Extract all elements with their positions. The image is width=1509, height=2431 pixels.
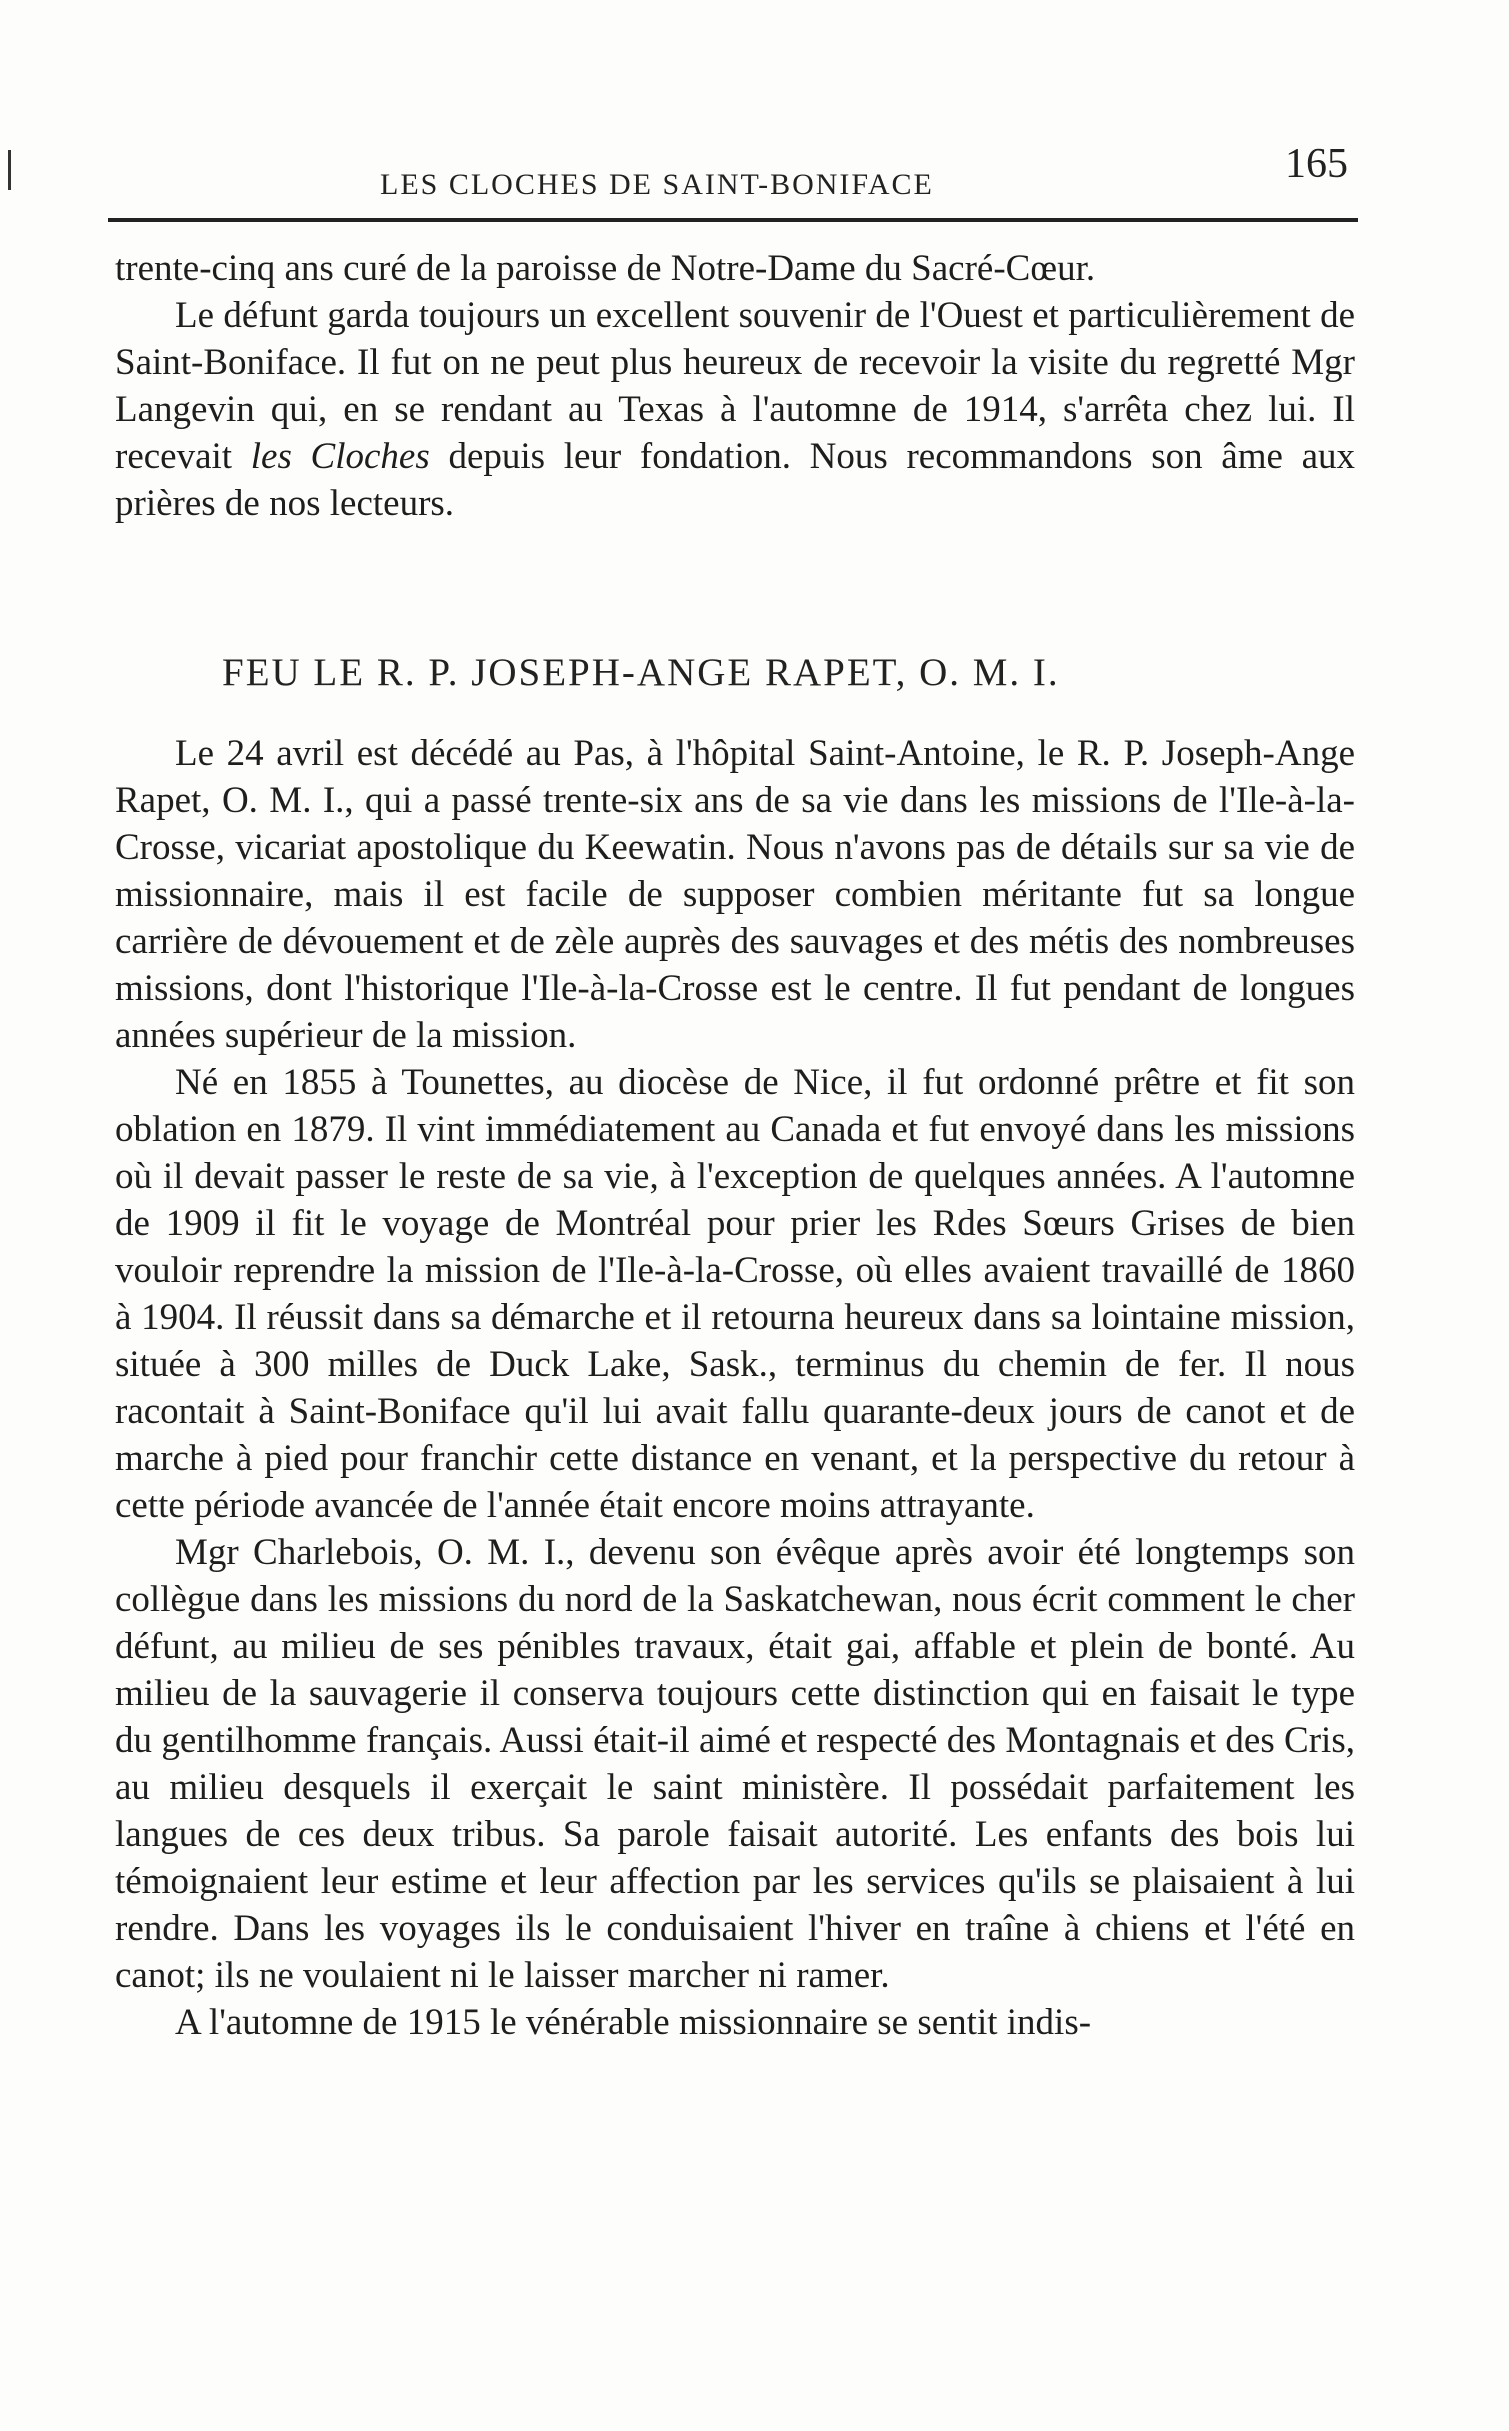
intro-paragraph [115,292,1355,527]
running-title: LES CLOCHES DE SAINT-BONIFACE [380,168,934,201]
header-rule [108,218,1358,222]
journal-title: les Cloches [250,436,430,477]
article-body [115,730,1355,2046]
article-title: FEU LE R. P. JOSEPH-ANGE RAPET, O. M. I. [222,651,1060,694]
intro-text-before: Le défunt garda toujours un excellent souvenir de l'Ouest et particulièrement de Saint-Boniface. Il fut on ne peut plus heureux de recevoir la visite du regretté Mgr Langevin qui, en se rendant au Texas à l'automne de 1914, s'arrêta chez lui. Il recevait [115,295,1355,477]
article-paragraph-2: Né en 1855 à Tounettes, au diocèse de Nice, il fut ordonné prêtre et fit son oblation en 1879. Il vint immédiatement au Canada et fut envoyé dans les missions où il devait passer le reste de sa vie, à l'exception de quelques années. A l'automne de 1909 il fit le voyage de Montréal pour prier les Rdes Sœurs Grises de bien vouloir reprendre la mission de l'Ile-à-la-Crosse, où elles avaient travaillé de 1860 à 1904. Il réussit dans sa démarche et il retourna heureux dans sa lointaine mission, située à 300 milles de Duck Lake, Sask., terminus du chemin de fer. Il nous racontait à Saint-Boniface qu'il lui avait fallu quarante-deux jours de canot et de marche à pied pour franchir cette distance en venant, et la perspective du retour à cette période avancée de l'année était encore moins attrayante. [115,1062,1355,1526]
intro-text [115,245,1355,527]
page-number: 165 [1285,141,1348,187]
article-paragraph-1: Le 24 avril est décédé au Pas, à l'hôpital Saint-Antoine, le R. P. Joseph-Ange Rapet, O. M. I., qui a passé trente-six ans de sa vie dans les missions de l'Ile-à-la-Crosse, vicariat apostolique du Keewatin. Nous n'avons pas de détails sur sa vie de missionnaire, mais il est facile de supposer combien méritante fut sa longue carrière de dévouement et de zèle auprès des sauvages et des métis des nombreuses missions, dont l'historique l'Ile-à-la-Crosse est le centre. Il fut pendant de longues années supérieur de la mission. [115,733,1355,1056]
intro-text-after: depuis leur fondation. Nous recommandons son âme aux prières de nos lecteurs. [115,436,1356,524]
intro-line: trente-cinq ans curé de la paroisse de Notre-Dame du Sacré-Cœur. [115,248,1096,289]
article-paragraph-3: Mgr Charlebois, O. M. I., devenu son évêque après avoir été longtemps son collègue dans les missions du nord de la Saskatchewan, nous écrit comment le cher défunt, au milieu de ses pénibles travaux, était gai, affable et plein de bonté. Au milieu de la sauvagerie il conserva toujours cette distinction qui en faisait le type du gentilhomme français. Aussi était-il aimé et respecté des Montagnais et des Cris, au milieu desquels il exerçait le saint ministère. Il possédait parfaitement les langues de ces deux tribus. Sa parole faisait autorité. Les enfants des bois lui témoignaient leur estime et leur affection par les services qu'ils se plaisaient à lui rendre. Dans les voyages ils le conduisaient l'hiver en traîne à chiens et l'été en canot; ils ne voulaient ni le laisser marcher ni ramer. [115,1532,1355,1996]
article-paragraph-4: A l'automne de 1915 le vénérable missionnaire se sentit indis- [175,2002,1092,2043]
margin-mark [8,150,11,190]
